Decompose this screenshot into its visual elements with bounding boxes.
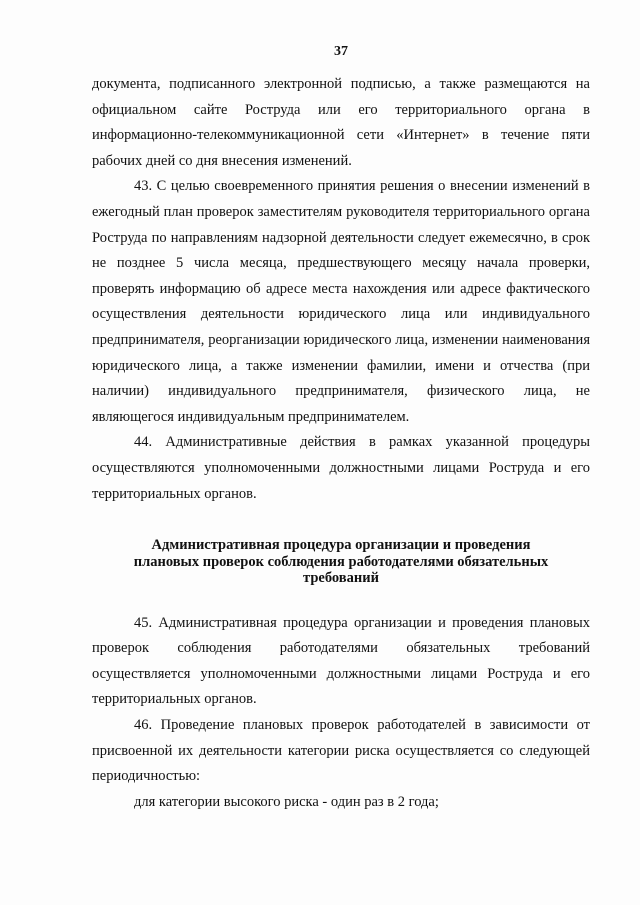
paragraph-43: 43. С целью своевременного принятия решения о внесении изменений в ежегодный план проверок заместителям руководителя территориального органа Роструда по направлениям надзорной деятельности следует ежемесячно, в срок не позднее 5 числа месяца, предшествующего месяцу начала проверки, проверять информацию об адресе места нахождения или адресе фактического осуществления деятельности юридического лица или индивидуального предпринимателя, реорганизации юридического лица, изменении наименования юридического лица, а также изменении фамилии, имени и отчества (при наличии) индивидуального предпринимателя, физического лица, не являющегося индивидуальным предпринимателем. bbox=[92, 178, 590, 425]
paragraph-46-item-1: для категории высокого риска - один раз в 2 года; bbox=[134, 793, 439, 810]
section-heading bbox=[92, 537, 590, 587]
paragraph-45: 45. Административная процедура организации и проведения плановых проверок соблюдения работодателями обязательных требований осуществляется уполномоченными должностными лицами Роструда и его территориальных органов. bbox=[92, 614, 590, 708]
paragraph-46: 46. Проведение плановых проверок работодателей в зависимости от присвоенной их деятельности категории риска осуществляется со следующей периодичностью: bbox=[92, 716, 590, 785]
section-heading-line-1: Административная процедура организации и проведения bbox=[151, 537, 531, 554]
section-heading-line-3: требований bbox=[303, 570, 379, 587]
paragraph-continuation: документа, подписанного электронной подписью, а также размещаются на официальном сайте Роструда или его территориального органа в информационно-телекоммуникационной сети «Интернет» в течение пяти рабочих дней со дня внесения изменений. bbox=[92, 76, 590, 169]
paragraph-44: 44. Административные действия в рамках указанной процедуры осуществляются уполномоченными должностными лицами Роструда и его территориальных органов. bbox=[92, 434, 590, 502]
section-heading-line-2: плановых проверок соблюдения работодателями обязательных bbox=[133, 553, 549, 570]
page-number: 37 bbox=[334, 44, 348, 59]
